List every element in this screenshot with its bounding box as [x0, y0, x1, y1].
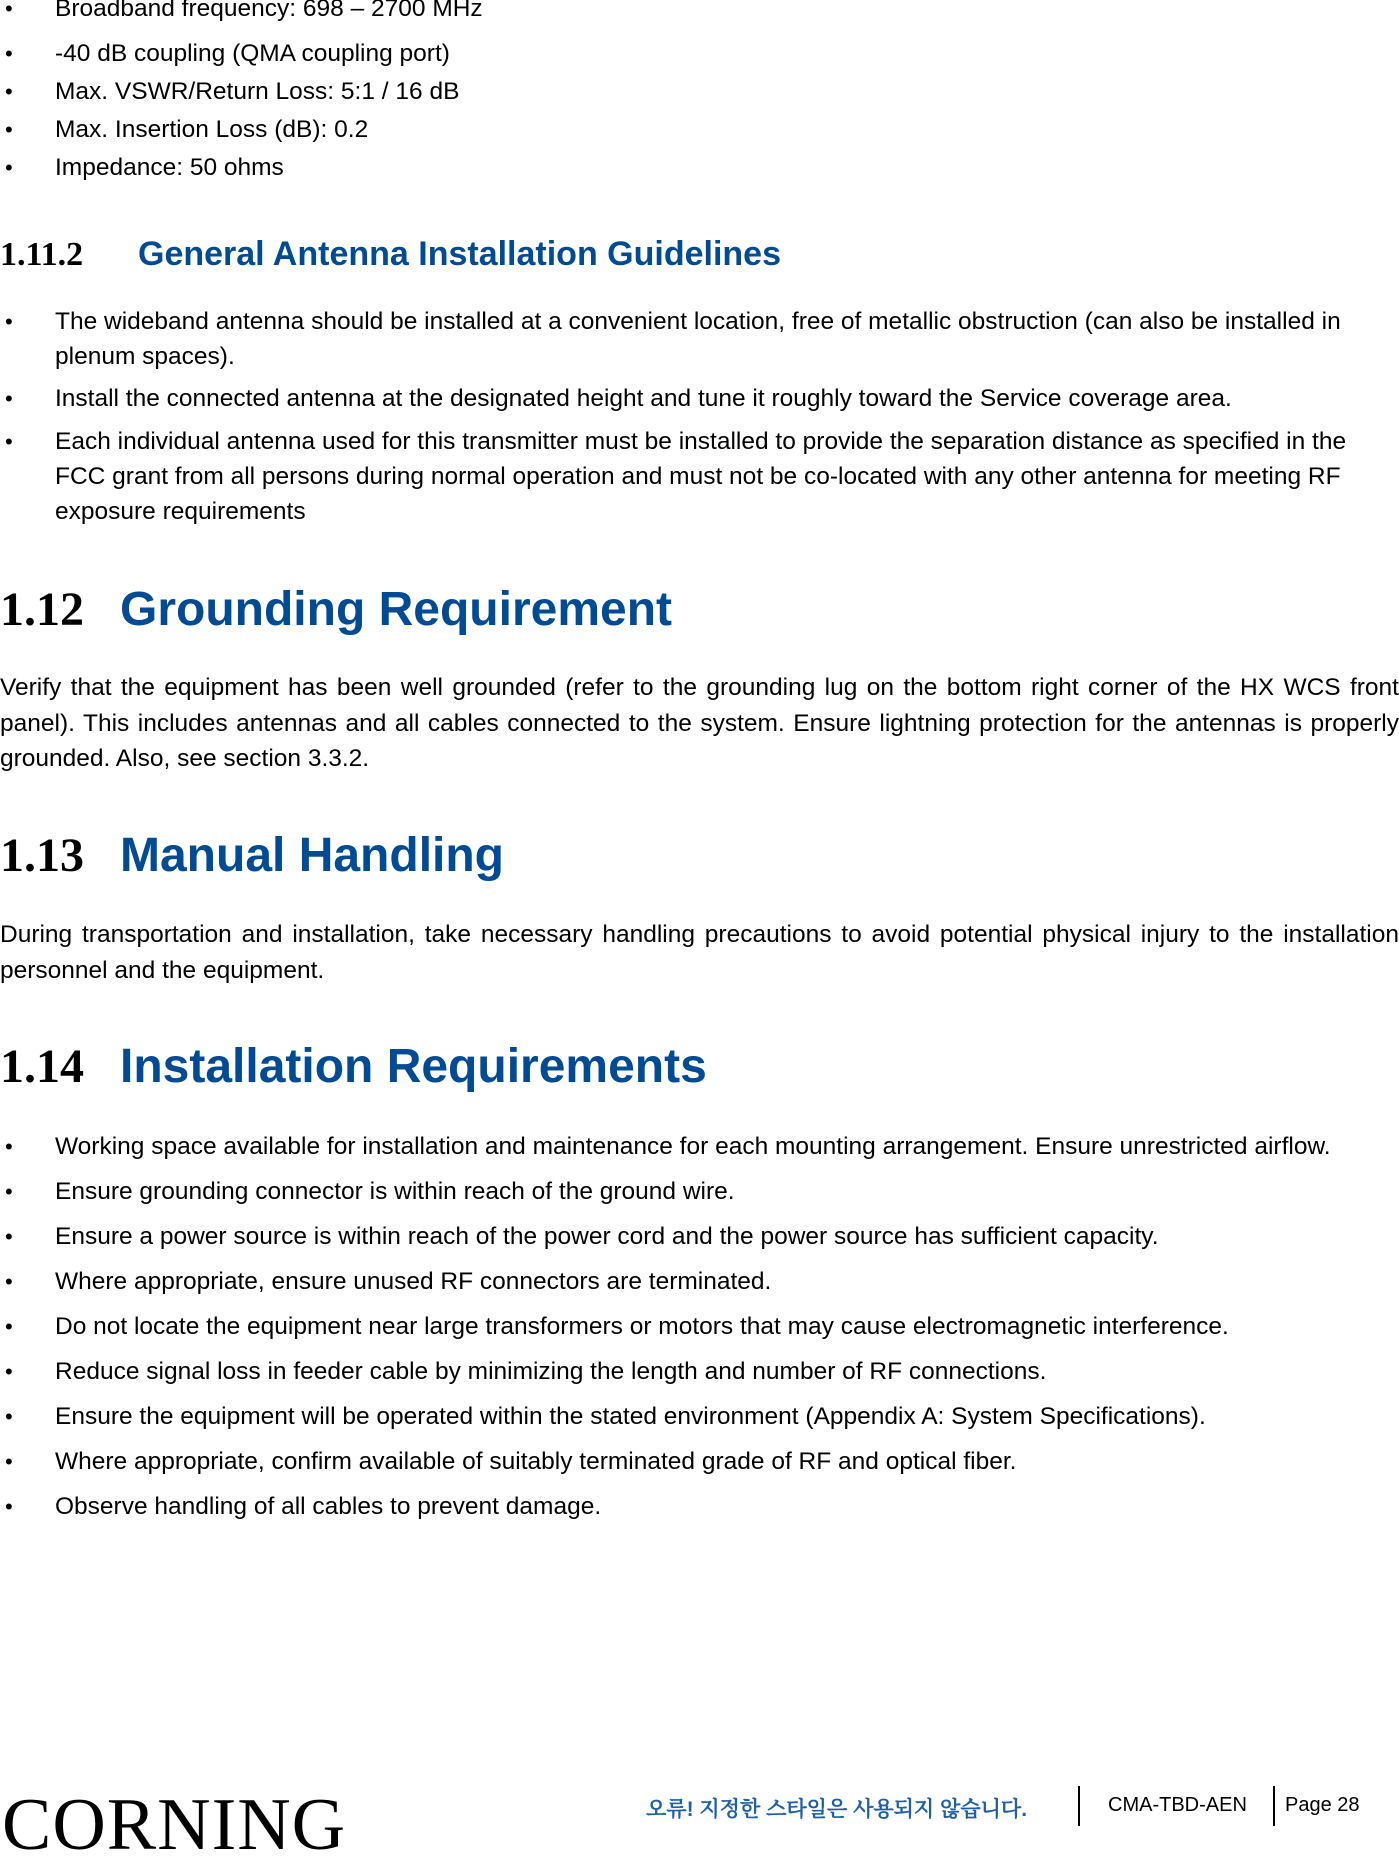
section-title: General Antenna Installation Guidelines — [138, 235, 781, 273]
list-item: • -40 dB coupling (QMA coupling port) — [0, 36, 1399, 71]
corning-logo: CORNING — [2, 1784, 347, 1866]
list-item: • Each individual antenna used for this transmitter must be installed to provide the separation distance as specified in the FCC grant from all persons during normal operation and must not be co-located with any other antenna for meeting RF exposure requirements — [0, 424, 1399, 529]
list-item: • Ensure a power source is within reach of the power cord and the power source has sufficient capacity. — [0, 1219, 1399, 1254]
list-item: • The wideband antenna should be installed at a convenient location, free of metallic obstruction (can also be installed in plenum spaces). — [0, 304, 1399, 374]
page-footer — [0, 1770, 1399, 1866]
footer-divider — [1273, 1786, 1275, 1826]
list-item: • Working space available for installation and maintenance for each mounting arrangement. Ensure unrestricted airflow. — [0, 1129, 1399, 1164]
section-heading-1-13 — [0, 828, 504, 883]
installation-requirements-list — [0, 1129, 1399, 1524]
section-heading-1-11-2 — [0, 235, 781, 274]
section-number: 1.13 — [0, 829, 84, 882]
list-item: • Ensure grounding connector is within reach of the ground wire. — [0, 1174, 1399, 1209]
antenna-guidelines-list — [0, 304, 1399, 529]
footer-divider — [1078, 1786, 1080, 1826]
manual-handling-paragraph: During transportation and installation, take necessary handling precautions to avoid potential physical injury to the installation personnel and the equipment. — [0, 921, 1399, 984]
list-item: • Broadband frequency: 698 – 2700 MHz — [0, 0, 1399, 26]
list-item: • Max. VSWR/Return Loss: 5:1 / 16 dB — [0, 74, 1399, 109]
list-item: • Observe handling of all cables to prevent damage. — [0, 1489, 1399, 1524]
list-item: • Do not locate the equipment near large transformers or motors that may cause electromagnetic interference. — [0, 1309, 1399, 1344]
list-item: • Where appropriate, ensure unused RF connectors are terminated. — [0, 1264, 1399, 1299]
style-error-text: 오류! 지정한 스타일은 사용되지 않습니다. — [646, 1798, 1028, 1821]
document-id: CMA-TBD-AEN — [1108, 1794, 1247, 1816]
spec-bullet-list — [0, 0, 1399, 185]
section-title: Manual Handling — [120, 829, 504, 882]
section-number: 1.12 — [0, 583, 84, 636]
list-item: • Install the connected antenna at the designated height and tune it roughly toward the Service coverage area. — [0, 381, 1399, 416]
grounding-paragraph: Verify that the equipment has been well grounded (refer to the grounding lug on the bottom right corner of the HX WCS front panel). This includes antennas and all cables connected to the system. Ensure lightning protection for the antennas is properly grounded. Also, see section 3.3.2. — [0, 674, 1399, 772]
list-item: • Reduce signal loss in feeder cable by minimizing the length and number of RF connections. — [0, 1354, 1399, 1389]
section-title: Installation Requirements — [120, 1040, 707, 1093]
list-item: • Impedance: 50 ohms — [0, 150, 1399, 185]
page-number: Page 28 — [1285, 1794, 1360, 1816]
list-item: • Where appropriate, confirm available of suitably terminated grade of RF and optical fiber. — [0, 1444, 1399, 1479]
section-number: 1.11.2 — [0, 236, 84, 273]
list-item: • Max. Insertion Loss (dB): 0.2 — [0, 112, 1399, 147]
section-title: Grounding Requirement — [120, 583, 672, 636]
section-heading-1-14 — [0, 1039, 707, 1094]
list-item: • Ensure the equipment will be operated within the stated environment (Appendix A: System Specifications). — [0, 1399, 1399, 1434]
section-heading-1-12 — [0, 582, 672, 637]
section-number: 1.14 — [0, 1040, 84, 1093]
